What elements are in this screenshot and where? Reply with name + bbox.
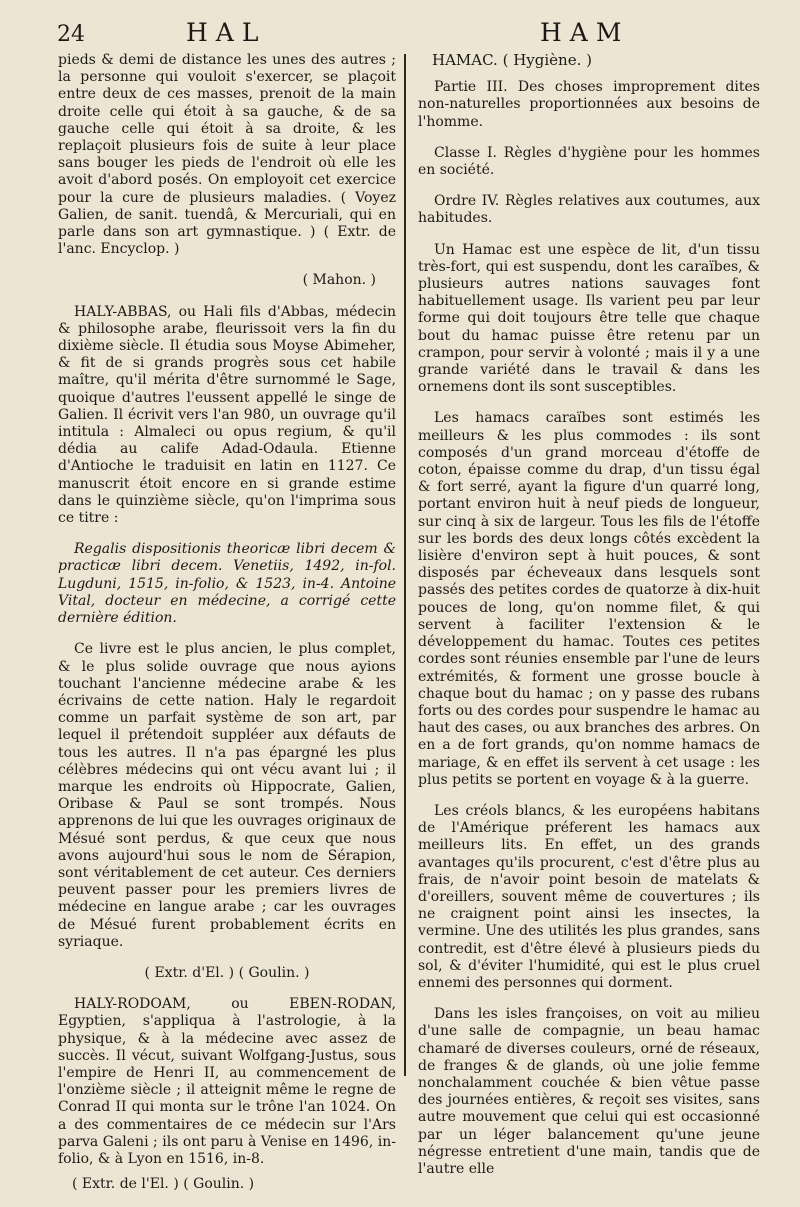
right-running-heading: HAM [540,18,630,47]
column-divider [404,54,406,1076]
entry-title: HAMAC. ( Hygiène. ) [432,51,592,69]
entry-haly-rodoam: HALY-RODOAM, ou EBEN-RODAN, Egyptien, s'appliqua à l'astrologie, à la physique, & à la médecine avec assez de succès. Il vécut, suivant Wolfgang-Justus, sous l'empire de Henri II, au commencement de l'onzième siècle ; il atteignit même le regne de Conrad II qui monta sur le trône l'an 1024. On a des commentaires de ce médecin sur l'Ars parva Galeni ; ils ont paru à Venise en 1496, in-folio, & à Lyon en 1516, in-8. [58,996,396,1167]
paragraph: Regalis dispositionis theoricæ libri decem & practicæ libri decem. Venetiis, 1492, in-fol. Lugduni, 1515, in-folio, & 1523, in-4. Antoine Vital, docteur en médecine, a corrigé cette dernière édition. [58,541,396,627]
paragraph: pieds & demi de distance les unes des autres ; la personne qui vouloit s'exercer, se plaçoit entre deux de ces masses, prenoit de la main droite celle qui étoit à sa gauche, & de sa gauche celle qui étoit à sa droite, & les replaçoit plusieurs fois de suite à leur place sans bouger les pieds de l'endroit où elle les avoit d'abord posés. On employoit cet exercice pour la cure de plusieurs maladies. ( Voyez Galien, de sanit. tuendâ, & Mercuriali, qui en parle dans son art gymnastique. ) ( Extr. de l'anc. Encyclop. ) [58,52,396,258]
left-running-heading: HAL [186,18,267,47]
right-column [418,52,760,1192]
signature: ( Extr. d'El. ) ( Goulin. ) [144,964,310,981]
paragraph: Un Hamac est une espèce de lit, d'un tissu très-fort, qui est suspendu, dont les caraïbes, & plusieurs autres nations sauvages font habituellement usage. Ils varient peu par leur forme qui doit toujours être telle que chaque bout du hamac puisse être retenu par un crampon, pour servir à volonté ; mais il y a une grande variété dans le travail & dans les ornemens dont ils sont susceptibles. [418,241,760,396]
running-head [0,18,800,50]
entry-haly-abbas: HALY-ABBAS, ou Hali fils d'Abbas, médecin & philosophe arabe, fleurissoit vers la fin du dixième siècle. Il étudia sous Moyse Abimeher, & fit de si grands progrès sous cet habile maître, qu'il mérita d'être surnommé le Sage, quoique d'autres l'eussent appellé le singe de Galien. Il écrivit vers l'an 980, un ouvrage qu'il intitula : Almaleci ou opus regium, & qu'il dédia au calife Adad-Odaula. Etienne d'Antioche le traduisit en latin en 1127. Ce manuscrit étoit encore en si grande estime dans le quinzième siècle, qu'on l'imprima sous ce titre : [58,303,396,527]
paragraph: Ce livre est le plus ancien, le plus complet, & le plus solide ouvrage que nous ayions touchant l'ancienne médecine arabe & les écrivains de cette nation. Haly le regardoit comme un parfait système de son art, par lequel il prétendoit suppléer aux défauts de tous les autres. Il n'a pas épargné les plus célèbres médecins qui ont vécu avant lui ; il marque les endroits où Hippocrate, Galien, Oribase & Paul se sont trompés. Nous apprenons de lui que les ouvrages originaux de Mésué sont perdus, & que ceux que nous avons aujourd'hui sous le nom de Sérapion, sont véritablement de cet auteur. Ces derniers peuvent passer pour les premiers livres de médecine en langue arabe ; car les ouvrages de Mésué furent probablement écrits en syriaque. [58,641,396,950]
paragraph: Dans les isles françoises, on voit au milieu d'une salle de compagnie, un beau hamac chamaré de diverses couleurs, orné de réseaux, de franges & de glands, où une jolie femme nonchalamment couchée & bien vêtue passe des journées entières, & reçoit ses visites, sans autre mouvement que celui qui est occasionné par un léger balancement qu'une jeune négresse entretient d'une main, tandis que de l'autre elle [418,1006,760,1177]
signature: ( Mahon. ) [302,272,376,289]
class-heading: Classe I. Règles d'hygiène pour les hommes en société. [418,144,760,179]
order-heading: Ordre IV. Règles relatives aux coutumes, aux habitudes. [418,193,760,227]
page-number: 24 [57,22,85,47]
signature: ( Extr. de l'El. ) ( Goulin. ) [72,1176,255,1193]
paragraph: Les hamacs caraïbes sont estimés les meilleurs & les plus commodes : ils sont composés d'un grand morceau d'étoffe de coton, épaisse comme du drap, d'un tissu égal & fort serré, ayant la figure d'un quarré long, portant environ huit à neuf pieds de longueur, sur cinq à six de largeur. Tous les fils de l'étoffe sur les bords des deux longs côtés excèdent la lisière d'environ sept à huit pouces, & sont disposés par écheveaux dans lesquels sont passés des petites cordes de quatorze à dix-huit pouces de long, qu'on nomme filet, & qui servent à faciliter l'extension & le développement du hamac. Toutes ces petites cordes sont réunies ensemble par l'une de leurs extrémités, & forment une grosse boucle à chaque bout du hamac ; on y passe des rubans forts ou des cordes pour suspendre le hamac au haut des cases, ou aux branches des arbres. On en a de fort grands, qu'on nomme hamacs de mariage, & en effet ils servent à cet usage : les plus petits se portent en voyage & à la guerre. [418,410,760,788]
part-heading: Partie III. Des choses improprement dites non-naturelles proportionnées aux besoins de l'homme. [418,79,760,130]
paragraph: Les créols blancs, & les européens habitans de l'Amérique préferent les hamacs aux meilleurs lits. En effet, un des grands avantages qu'ils procurent, c'est d'être plus au frais, de n'avoir point besoin de matelats & d'oreillers, souvent même de couvertures ; ils ne craignent point ainsi les insectes, la vermine. Une des utilités les plus grandes, sans contredit, est d'être élevé à plusieurs pieds du sol, & d'éviter l'humidité, qui est le plus cruel ennemi des personnes qui dorment. [418,802,760,991]
left-column [58,52,396,1207]
